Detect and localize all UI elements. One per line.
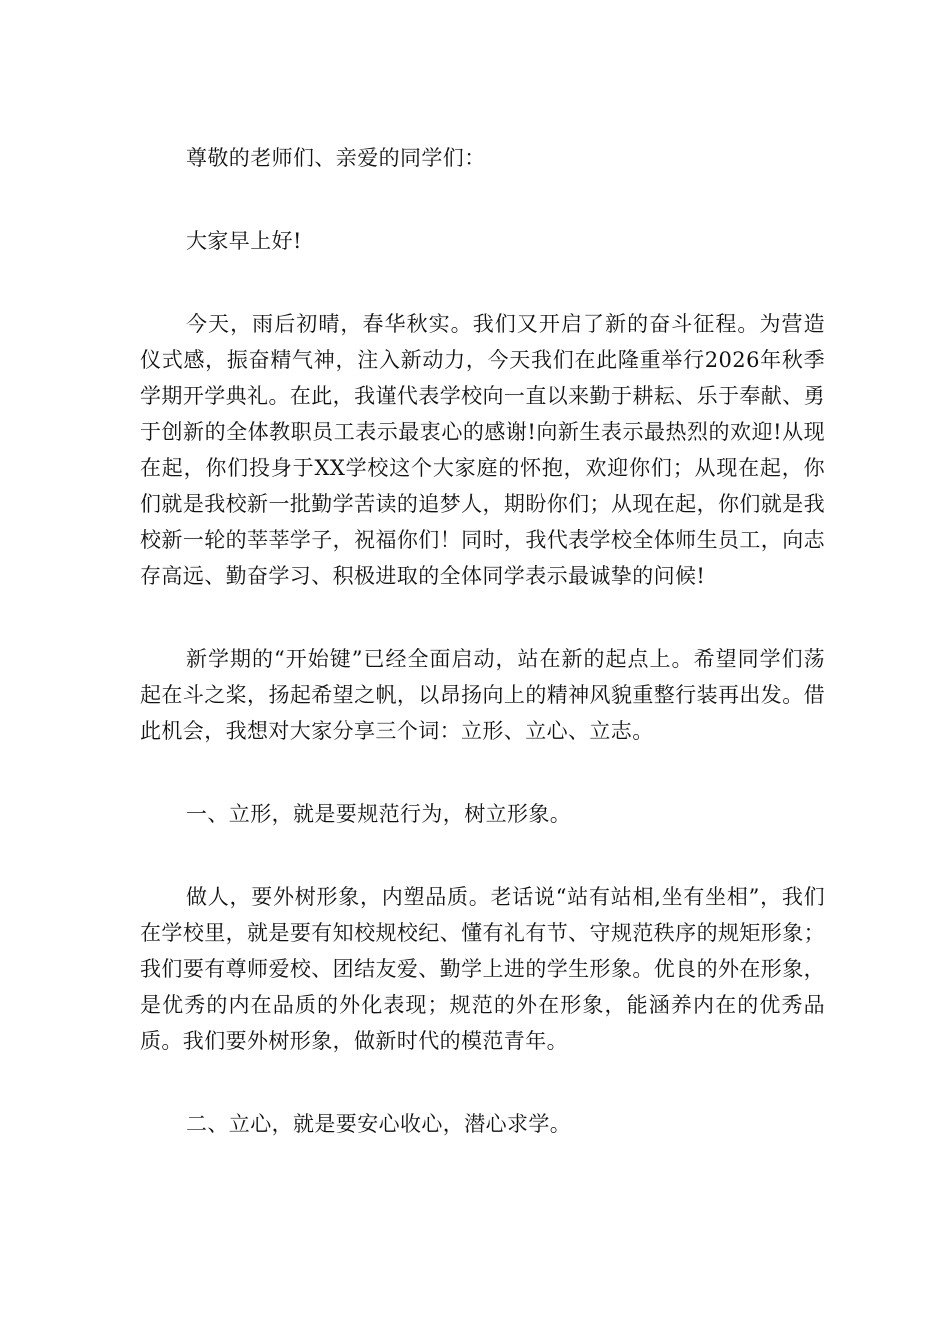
section-heading-2: 二、立心，就是要安心收心，潜心求学。 bbox=[186, 1112, 572, 1136]
section-1-paragraph: 做人，要外树形象，内塑品质。老话说“站有站相,坐有坐相”，我们在学校里，就是要有知校规校纪、懂有礼有节、守规范秩序的规矩形象；我们要有尊师爱校、团结友爱、勤学上进的学生形象。优良的外在形象，是优秀的内在品质的外化表现；规范的外在形象，能涵养内在的优秀品质。我们要外树形象，做新时代的模范青年。 bbox=[140, 885, 825, 1053]
new-semester-paragraph: 新学期的“开始键”已经全面启动，站在新的起点上。希望同学们荡起在斗之桨，扬起希望之帆，以昂扬向上的精神风貌重整行装再出发。借此机会，我想对大家分享三个词：立形、立心、立志。 bbox=[140, 647, 825, 743]
section-heading-1: 一、立形，就是要规范行为，树立形象。 bbox=[186, 802, 572, 826]
speech-body bbox=[140, 140, 825, 1189]
opening-paragraph: 今天，雨后初晴，春华秋实。我们又开启了新的奋斗征程。为营造仪式感，振奋精气神，注入新动力，今天我们在此隆重举行2026年秋季学期开学典礼。在此，我谨代表学校向一直以来勤于耕耘、乐于奉献、勇于创新的全体教职员工表示最衷心的感谢!向新生表示最热烈的欢迎!从现在起，你们投身于XX学校这个大家庭的怀抱，欢迎你们；从现在起，你们就是我校新一批勤学苦读的追梦人，期盼你们；从现在起，你们就是我校新一轮的莘莘学子，祝福你们！同时，我代表学校全体师生员工，向志存高远、勤奋学习、积极进取的全体同学表示最诚挚的问候! bbox=[140, 312, 825, 588]
greeting: 大家早上好! bbox=[186, 229, 302, 253]
salutation: 尊敬的老师们、亲爱的同学们： bbox=[186, 146, 486, 170]
